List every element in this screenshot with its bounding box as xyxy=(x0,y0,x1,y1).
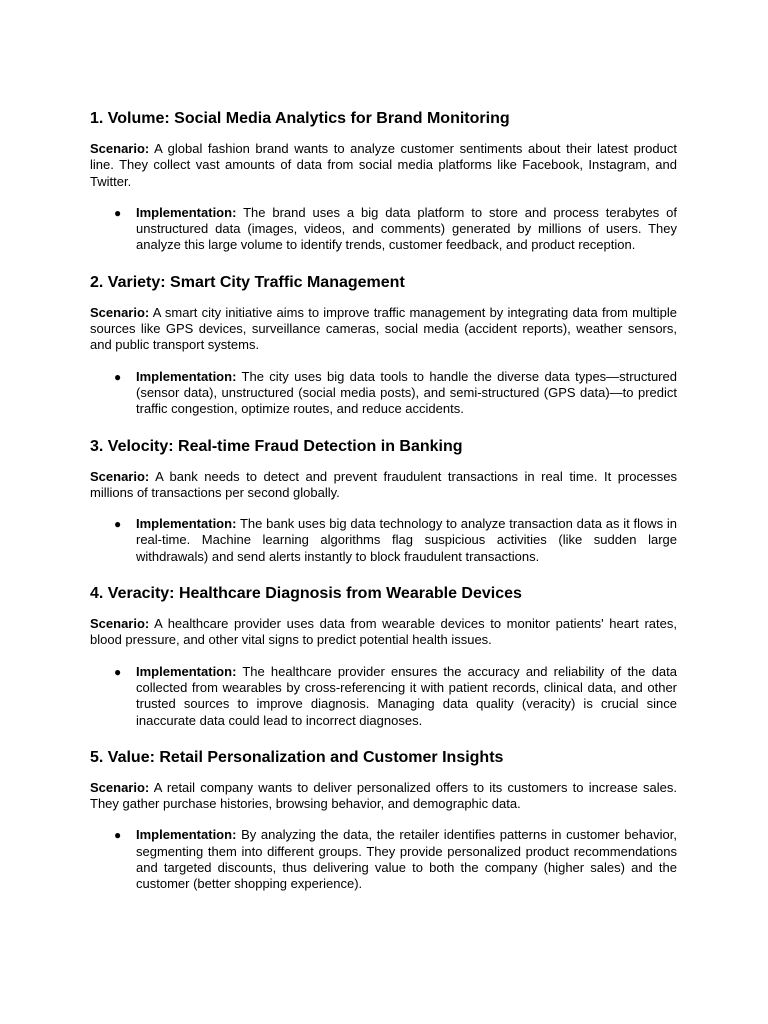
implementation-text: The city uses big data tools to handle the diverse data types—structured (sensor data), unstructured (social media posts), and semi-structured (GPS data)—to predict traffic congestion, optimize routes, and reduce accidents. xyxy=(136,368,677,417)
implementation-item xyxy=(114,368,677,418)
bullet-icon: ● xyxy=(114,517,122,532)
implementation-label: Implementation: xyxy=(136,368,237,384)
implementation-label: Implementation: xyxy=(136,516,237,532)
scenario-paragraph xyxy=(90,469,677,502)
section-veracity xyxy=(90,583,677,729)
section-heading: 5. Value: Retail Personalization and Customer Insights xyxy=(90,748,504,766)
implementation-label: Implementation: xyxy=(136,827,237,843)
implementation-text: The bank uses big data technology to analyze transaction data as it flows in real-time. Machine learning algorithms flag suspicious activities (like sudden large withdrawals) and send alerts instantly to block fraudulent transactions. xyxy=(136,516,677,564)
scenario-label: Scenario: xyxy=(90,141,150,156)
section-velocity xyxy=(90,436,677,565)
bullet-icon: ● xyxy=(114,205,122,220)
implementation-list xyxy=(90,205,677,254)
section-heading: 3. Velocity: Real-time Fraud Detection in Banking xyxy=(90,437,463,455)
implementation-label: Implementation: xyxy=(136,663,237,679)
scenario-label: Scenario: xyxy=(90,616,150,632)
implementation-text: The brand uses a big data platform to store and process terabytes of unstructured data (images, videos, and comments) generated by millions of users. They analyze this large volume to identify trends, customer feedback, and product reception. xyxy=(136,204,677,253)
scenario-label: Scenario: xyxy=(90,304,150,320)
scenario-text: A retail company wants to deliver personalized offers to its customers to increase sales. They gather purchase histories, browsing behavior, and demographic data. xyxy=(90,779,677,812)
scenario-text: A bank needs to detect and prevent fraudulent transactions in real time. It processes millions of transactions per second globally. xyxy=(90,468,677,500)
implementation-label: Implementation: xyxy=(136,204,237,220)
scenario-paragraph xyxy=(90,305,677,354)
section-volume xyxy=(90,108,677,254)
scenario-paragraph xyxy=(90,141,677,190)
implementation-text: By analyzing the data, the retailer identifies patterns in customer behavior, segmenting them into different groups. They provide personalized product recommendations and targeted discounts, thus delivering value to both the company (higher sales) and the customer (better shopping experience). xyxy=(136,827,677,892)
section-value xyxy=(90,747,677,893)
scenario-paragraph xyxy=(90,780,677,813)
implementation-item xyxy=(114,827,677,892)
document-page xyxy=(90,108,677,893)
scenario-paragraph xyxy=(90,616,677,649)
implementation-item xyxy=(114,663,677,729)
section-variety xyxy=(90,272,677,418)
scenario-text: A smart city initiative aims to improve traffic management by integrating data from multiple sources like GPS devices, surveillance cameras, social media (accident reports), weather sensors, and public transport systems. xyxy=(90,304,677,353)
section-heading: 1. Volume: Social Media Analytics for Brand Monitoring xyxy=(90,110,510,127)
implementation-item xyxy=(114,516,677,565)
bullet-icon: ● xyxy=(114,664,122,679)
implementation-list xyxy=(90,664,677,729)
section-heading: 2. Variety: Smart City Traffic Management xyxy=(90,273,405,291)
implementation-list xyxy=(90,516,677,565)
implementation-list xyxy=(90,827,677,892)
section-heading: 4. Veracity: Healthcare Diagnosis from Wearable Devices xyxy=(90,585,522,603)
scenario-text: A healthcare provider uses data from wearable devices to monitor patients' heart rates, blood pressure, and other vital signs to predict potential health issues. xyxy=(90,616,677,648)
bullet-icon: ● xyxy=(114,828,122,843)
implementation-item xyxy=(114,204,677,254)
implementation-text: The healthcare provider ensures the accuracy and reliability of the data collected from wearables by cross-referencing it with patient records, clinical data, and other trusted sources to improve diagnosis. Managing data quality (veracity) is crucial since inaccurate data could lead to incorrect diagnoses. xyxy=(136,663,677,728)
scenario-label: Scenario: xyxy=(90,779,150,795)
implementation-list xyxy=(90,369,677,418)
scenario-label: Scenario: xyxy=(90,468,150,484)
scenario-text: A global fashion brand wants to analyze customer sentiments about their latest product line. They collect vast amounts of data from social media platforms like Facebook, Instagram, and Twitter. xyxy=(90,141,677,189)
bullet-icon: ● xyxy=(114,369,122,384)
